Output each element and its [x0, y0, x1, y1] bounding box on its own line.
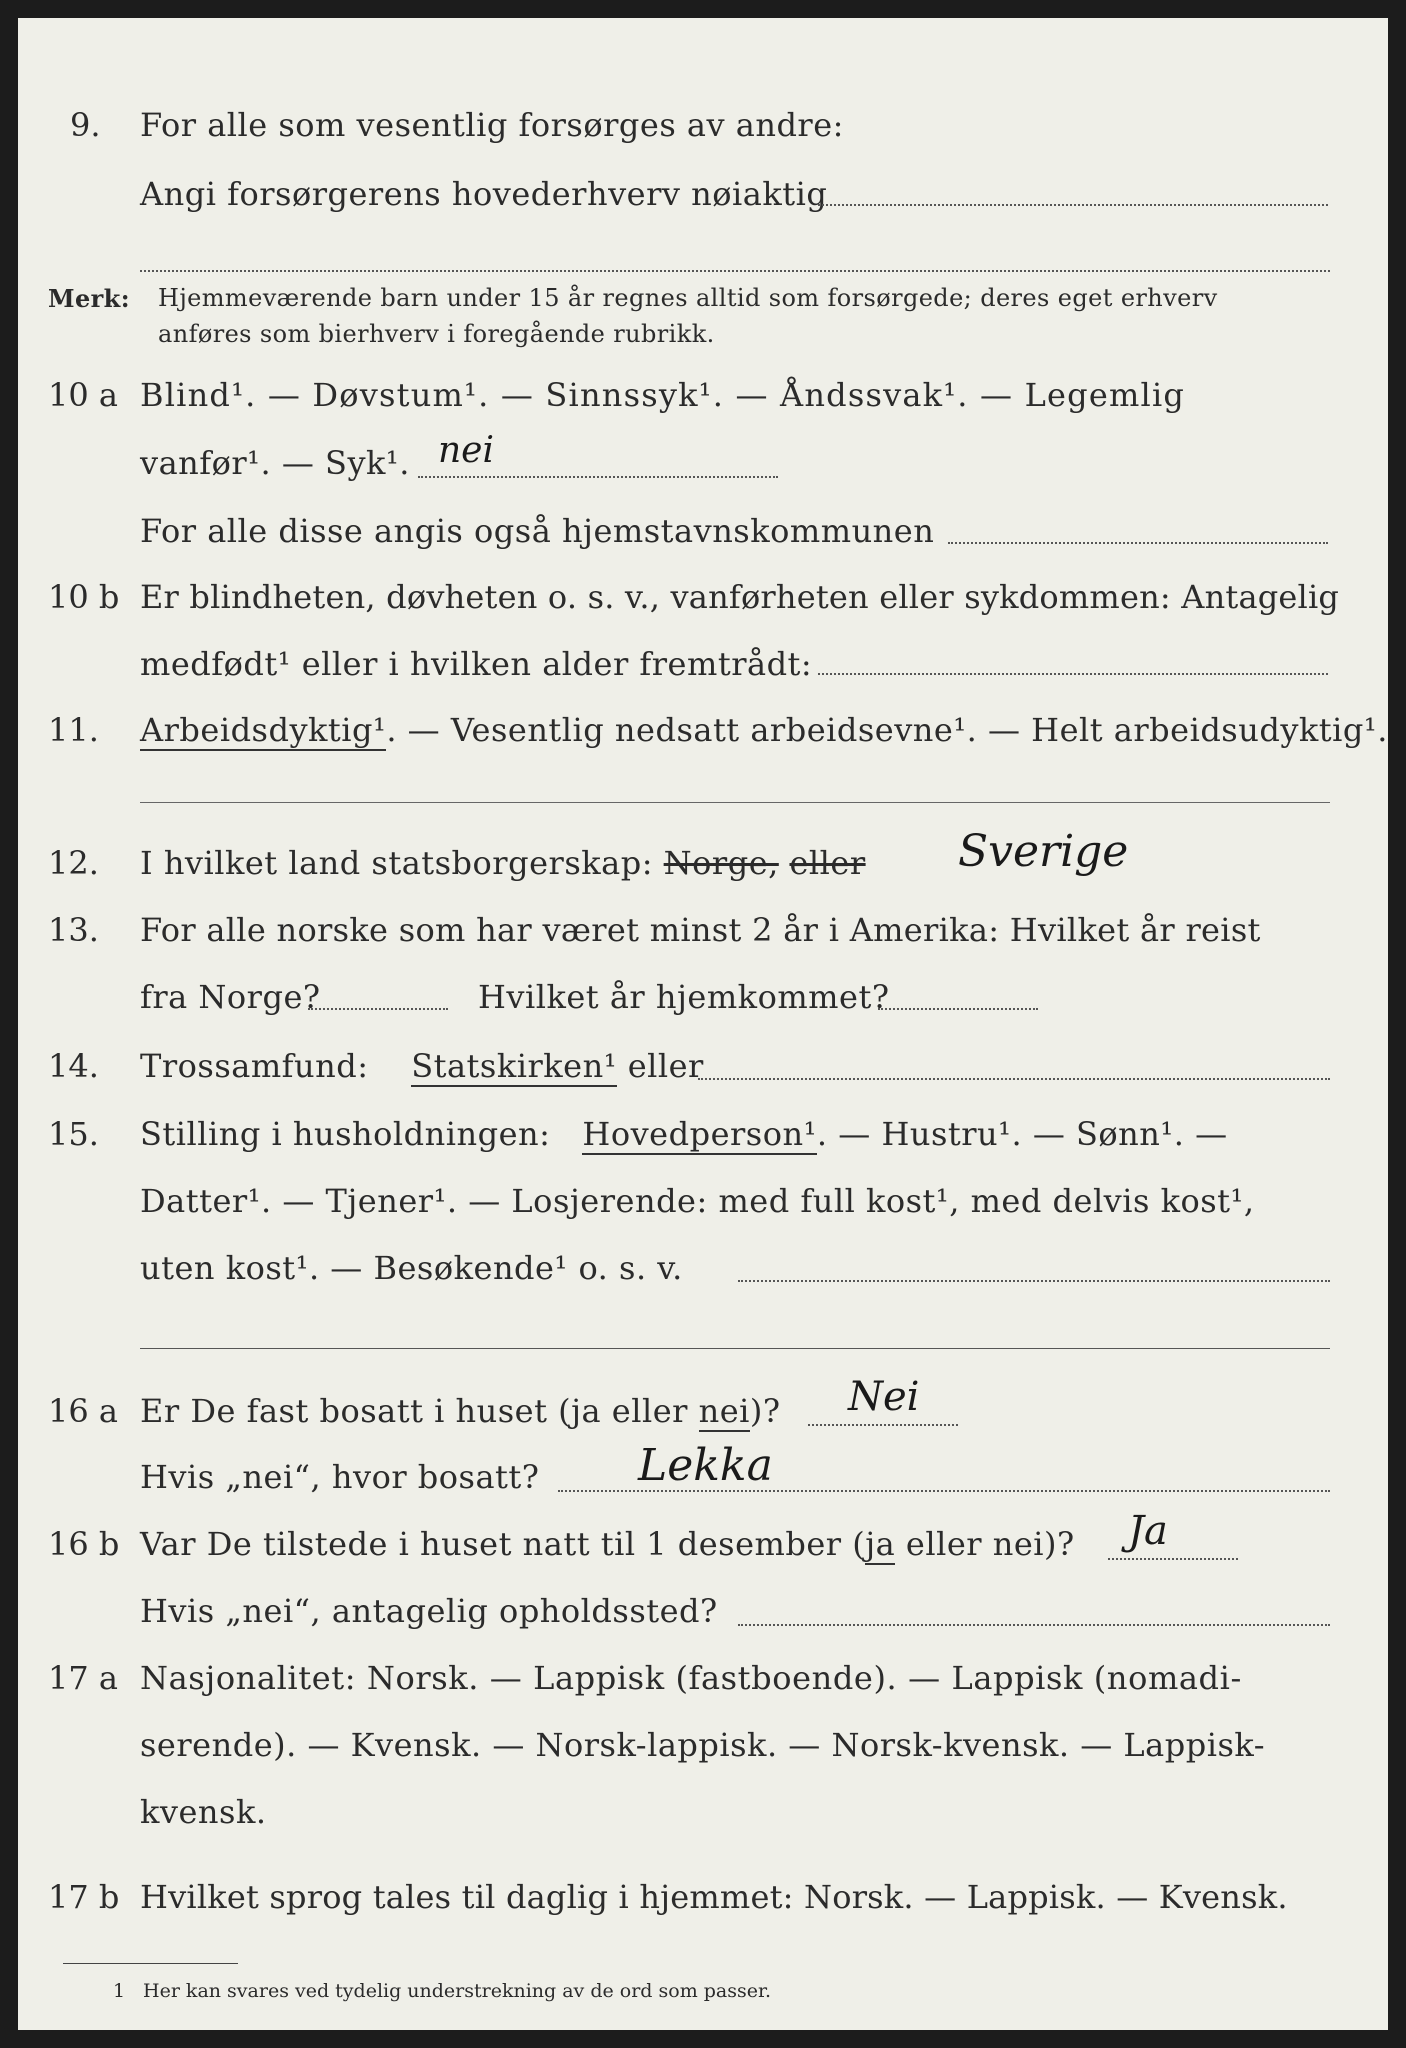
q11-arbeidsdyktig-underlined: Arbeidsdyktig¹ [140, 711, 387, 749]
q16a-line2: Hvis „nei“, hvor bosatt? [140, 1458, 540, 1496]
q17a-line3: kvensk. [140, 1793, 267, 1831]
q11-answer-line[interactable] [140, 802, 1330, 803]
footnote-text: Her kan svares ved tydelig understrekning av de ord som passer. [143, 1980, 772, 2002]
q13-line1: For alle norske som har været minst 2 år i Amerika: Hvilket år reist [140, 911, 1261, 949]
q16a-text: Er De fast bosatt i huset (ja eller [140, 1392, 688, 1430]
q14-eller: eller [627, 1047, 704, 1085]
q12-struck-norge: Norge, [663, 844, 779, 882]
q13-reist-line[interactable] [308, 1008, 448, 1010]
q9-answer-line[interactable] [818, 204, 1328, 206]
merk-label: Merk: [48, 284, 130, 313]
q16b-rest: eller nei)? [895, 1525, 1075, 1563]
q13-hjemkommet-line[interactable] [878, 1008, 1038, 1010]
q15-line1 [140, 1115, 1228, 1153]
q16b-handwritten-answer: Ja [1128, 1508, 1168, 1554]
q16b-answer-line[interactable] [1108, 1558, 1238, 1560]
q17a-line1: Nasjonalitet: Norsk. — Lappisk (fastboende). — Lappisk (nomadi- [140, 1659, 1242, 1697]
q14-statskirken-underlined: Statskirken¹ [411, 1047, 618, 1085]
q16b-number: 16 b [48, 1525, 120, 1563]
merk-line1: Hjemmeværende barn under 15 år regnes alltid som forsørgede; deres eget erhverv [158, 284, 1218, 312]
q12-number: 12. [48, 844, 99, 882]
q15-number: 15. [48, 1115, 99, 1153]
q12-text: I hvilket land statsborgerskap: [140, 844, 653, 882]
q10a-number: 10 a [48, 376, 118, 414]
q17a-number: 17 a [48, 1659, 118, 1697]
q9-answer-line-2[interactable] [140, 270, 1330, 272]
q14-number: 14. [48, 1047, 99, 1085]
q9-line1: For alle som vesentlig forsørges av andre: [140, 106, 844, 144]
q14-text: Trossamfund: [140, 1047, 369, 1085]
q16a-answer-line[interactable] [808, 1424, 958, 1426]
q10b-line1: Er blindheten, døvheten o. s. v., vanførheten eller sykdommen: Antagelig [140, 578, 1340, 616]
footnote-mark: 1 [113, 1980, 126, 2002]
q9-line2: Angi forsørgerens hovederhverv nøiaktig [140, 175, 828, 213]
q12-handwritten-answer: Sverige [958, 826, 1129, 877]
q15-answer-line[interactable] [738, 1280, 1330, 1282]
q13-number: 13. [48, 911, 99, 949]
q10b-answer-line[interactable] [818, 673, 1328, 675]
q10a-handwritten-answer: nei [438, 430, 495, 471]
q10b-line2: medfødt¹ eller i hvilken alder fremtrådt: [140, 645, 813, 683]
q10a-line2: vanfør¹. — Syk¹. [140, 444, 410, 482]
q16b-line2: Hvis „nei“, antagelig opholdssted? [140, 1592, 718, 1630]
q16a-line1 [140, 1392, 781, 1430]
q17b-line1: Hvilket sprog tales til daglig i hjemmet: Norsk. — Lappisk. — Kvensk. [140, 1878, 1288, 1916]
q14-answer-line[interactable] [698, 1078, 1330, 1080]
q10a-line3: For alle disse angis også hjemstavnskommunen [140, 512, 935, 550]
q16a-handwritten-answer: Nei [848, 1374, 920, 1420]
q17b-number: 17 b [48, 1878, 120, 1916]
census-form-page [18, 18, 1388, 2030]
q17a-line2: serende). — Kvensk. — Norsk-lappisk. — Norsk-kvensk. — Lappisk- [140, 1726, 1266, 1764]
q10b-number: 10 b [48, 578, 120, 616]
q13-line2a: fra Norge? [140, 978, 321, 1016]
q14-line [140, 1047, 704, 1085]
q15-line1-rest: . — Hustru¹. — Sønn¹. — [816, 1115, 1228, 1153]
q10a-answer-line[interactable] [418, 476, 778, 478]
q15-line2: Datter¹. — Tjener¹. — Losjerende: med full kost¹, med delvis kost¹, [140, 1182, 1255, 1220]
q12-struck-eller: eller [789, 844, 866, 882]
q9-number: 9. [70, 106, 101, 144]
q15-line3: uten kost¹. — Besøkende¹ o. s. v. [140, 1249, 683, 1287]
q12-line [140, 844, 866, 882]
q11-line [140, 711, 1388, 749]
q15-hovedperson-underlined: Hovedperson¹ [582, 1115, 817, 1153]
footnote-divider [63, 1963, 238, 1964]
q10a-line1: Blind¹. — Døvstum¹. — Sinnssyk¹. — Åndssvak¹. — Legemlig [140, 376, 1186, 414]
q16a-nei-underlined: nei [698, 1392, 750, 1430]
q16b-opholdssted-line[interactable] [738, 1624, 1330, 1626]
q16a-close: )? [749, 1392, 781, 1430]
q15-answer-line-2[interactable] [140, 1348, 1330, 1349]
q16b-line1 [140, 1525, 1075, 1563]
merk-line2: anføres som bierhverv i foregående rubrikk. [158, 320, 715, 348]
q11-rest: . — Vesentlig nedsatt arbeidsevne¹. — Helt arbeidsudyktig¹. [386, 711, 1388, 749]
q15-line1-text: Stilling i husholdningen: [140, 1115, 551, 1153]
q11-number: 11. [48, 711, 99, 749]
q16a-number: 16 a [48, 1392, 118, 1430]
q16b-ja-underlined: ja [865, 1525, 896, 1563]
q16b-text: Var De tilstede i huset natt til 1 desember ( [140, 1525, 866, 1563]
q13-line2b: Hvilket år hjemkommet? [478, 978, 890, 1016]
q10a-hjemstavn-line[interactable] [948, 542, 1328, 544]
q16a-handwritten-bosatt: Lekka [638, 1440, 773, 1491]
